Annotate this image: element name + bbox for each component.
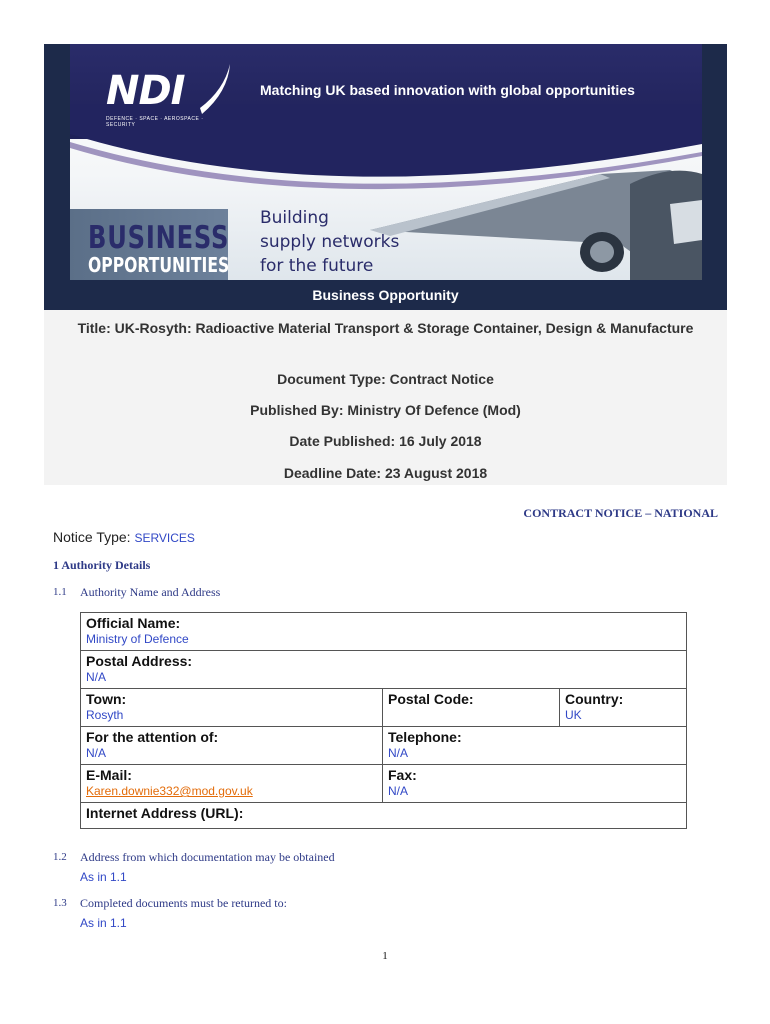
section-authority-details-heading: 1 Authority Details: [53, 558, 151, 572]
fax-cell: [383, 765, 687, 803]
opportunities-heading: OPPORTUNITIES: [88, 253, 230, 277]
airplane-graphic: [370, 144, 702, 280]
subsection-1-1-number: 1.1: [53, 586, 67, 598]
published-by: Published By: Ministry Of Defence (Mod): [250, 402, 521, 418]
header-banner: [44, 44, 727, 280]
banner-tagline: Matching UK based innovation with global opportunities: [260, 82, 635, 98]
official-name-cell: [81, 613, 687, 651]
banner-building-text: Building supply networks for the future: [260, 208, 400, 276]
official-name-label: Official Name:: [86, 615, 181, 631]
opportunity-title: Title: UK-Rosyth: Radioactive Material Transport & Storage Container, Design & Manufacture: [77, 320, 694, 336]
authority-details-table: [80, 612, 687, 829]
fax-value: N/A: [388, 784, 409, 798]
opportunity-summary: [44, 310, 727, 485]
attention-value: N/A: [86, 746, 107, 760]
country-label: Country:: [565, 691, 624, 707]
logo-subtext: DEFENCE · SPACE · AEROSPACE · SECURITY: [106, 116, 204, 128]
telephone-cell: [383, 727, 687, 765]
document-type: Document Type: Contract Notice: [277, 371, 494, 387]
notice-type-value: SERVICES: [134, 531, 195, 545]
subsection-1-3-number: 1.3: [53, 897, 67, 909]
subsection-1-2-title: Address from which documentation may be obtained: [80, 850, 335, 864]
postal-address-label: Postal Address:: [86, 653, 193, 669]
postal-address-cell: [81, 651, 687, 689]
country-value: UK: [565, 708, 582, 722]
subsection-1-2-value: As in 1.1: [80, 870, 127, 884]
country-cell: [560, 689, 687, 727]
attention-label: For the attention of:: [86, 729, 219, 745]
table-row: [81, 765, 687, 803]
ndi-logo: [100, 66, 232, 132]
town-value: Rosyth: [86, 708, 124, 722]
subsection-1-1-title: Authority Name and Address: [80, 585, 221, 599]
date-published: Date Published: 16 July 2018: [289, 433, 482, 449]
telephone-label: Telephone:: [388, 729, 462, 745]
subsection-1-3-title: Completed documents must be returned to:: [80, 896, 287, 910]
notice-type-colon: :: [126, 529, 135, 545]
table-row: [81, 727, 687, 765]
internet-address-cell: [81, 803, 687, 829]
fax-label: Fax:: [388, 767, 417, 783]
attention-cell: [81, 727, 383, 765]
postal-code-cell: [383, 689, 560, 727]
internet-address-label: Internet Address (URL):: [86, 805, 244, 821]
notice-type: [53, 529, 195, 546]
table-row: [81, 689, 687, 727]
official-name-value: Ministry of Defence: [86, 632, 189, 646]
email-link[interactable]: Karen.downie332@mod.gov.uk: [86, 784, 253, 798]
telephone-value: N/A: [388, 746, 409, 760]
email-label: E-Mail:: [86, 767, 132, 783]
postal-code-label: Postal Code:: [388, 691, 474, 707]
subsection-1-2-number: 1.2: [53, 851, 67, 863]
banner-image: [70, 44, 702, 280]
deadline-date: Deadline Date: 23 August 2018: [283, 465, 488, 481]
town-label: Town:: [86, 691, 127, 707]
table-row: [81, 803, 687, 829]
postal-address-value: N/A: [86, 670, 107, 684]
logo-text: NDI: [106, 68, 185, 114]
table-row: [81, 651, 687, 689]
email-cell: [81, 765, 383, 803]
notice-type-label: Notice Type: [53, 529, 127, 545]
town-cell: [81, 689, 383, 727]
contract-notice-heading: CONTRACT NOTICE – NATIONAL: [523, 506, 718, 520]
table-row: [81, 613, 687, 651]
business-heading: BUSINESS: [88, 220, 230, 256]
logo-swoosh-icon: [198, 62, 234, 116]
page-number: 1: [382, 950, 388, 962]
business-opportunity-title: Business Opportunity: [44, 280, 727, 310]
subsection-1-3-value: As in 1.1: [80, 916, 127, 930]
